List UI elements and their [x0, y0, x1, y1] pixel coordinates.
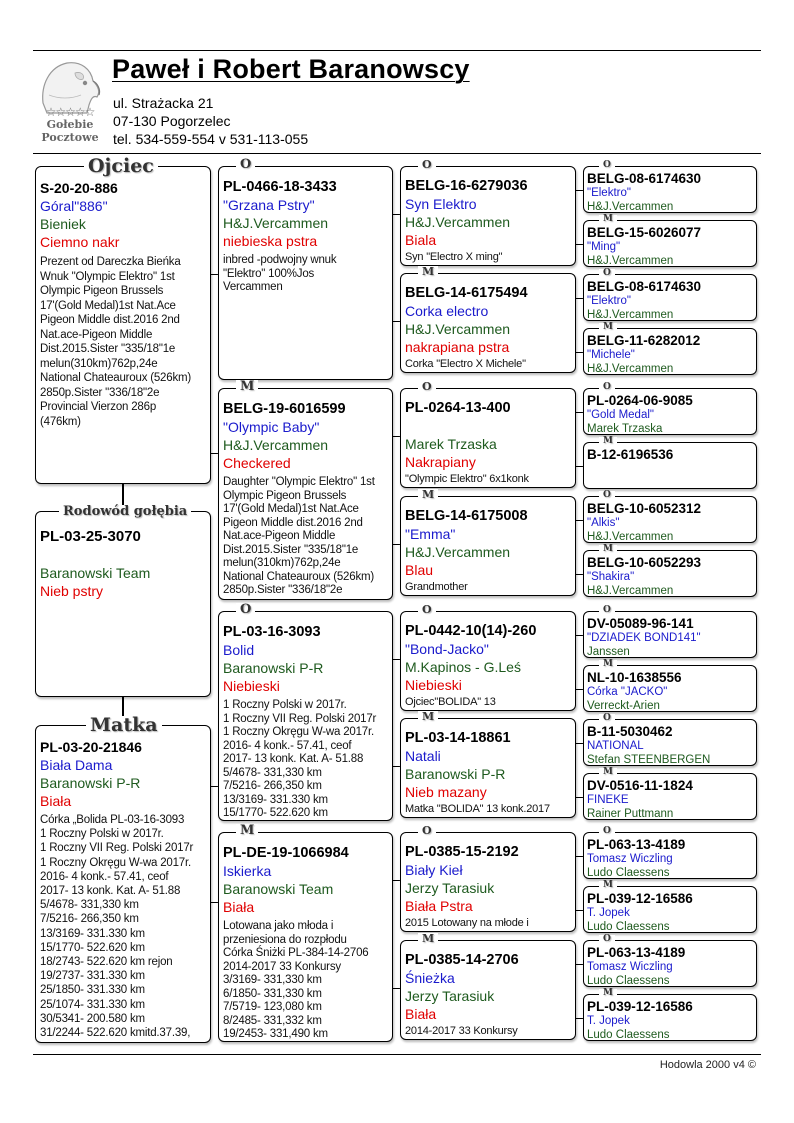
ring-number: PL-0385-15-2192: [405, 844, 519, 860]
pigeon-name: "Grzana Pstry": [223, 197, 315, 213]
breeder: H&J.Vercammen: [405, 544, 511, 560]
notes: Matka "BOLIDA" 13 konk.2017: [405, 803, 550, 815]
ring-number: BELG-10-6052293: [587, 555, 702, 570]
logo: [35, 55, 105, 147]
sire-label: O: [418, 604, 436, 615]
gen4-dam-card[interactable]: [583, 550, 757, 597]
connector: [576, 244, 583, 245]
pigeon-color: nakrapiana pstra: [405, 339, 510, 355]
dam-label: M: [418, 933, 438, 944]
sire-label: O: [599, 714, 615, 723]
dam-label: M: [599, 545, 617, 554]
breeder: H&J.Vercammen: [587, 585, 674, 597]
gen4-sire-card[interactable]: [583, 719, 757, 766]
breeder: Jerzy Tarasiuk: [405, 880, 495, 896]
breeder: Janssen: [587, 646, 630, 658]
connector: [576, 743, 583, 744]
connector: [393, 436, 400, 437]
ring-number: BELG-15-6026077: [587, 225, 702, 240]
header-rule: [33, 153, 761, 154]
gen4-dam-card[interactable]: [583, 886, 757, 933]
phone: tel. 534-559-554 v 531-113-055: [113, 131, 309, 147]
ring-number: NL-10-1638556: [587, 670, 682, 685]
sire-label: O: [599, 383, 615, 392]
ring-number: BELG-08-6174630: [587, 171, 702, 186]
connector: [576, 190, 583, 191]
breeder: Ludo Claessens: [587, 975, 670, 987]
pigeon-name: FINEKE: [587, 794, 629, 806]
pigeon-name: Biały Kieł: [405, 862, 463, 878]
notes: inbred -podwojny wnuk "Elektro" 100%Jos Vercammen: [223, 254, 337, 293]
great-granddam-card[interactable]: [400, 940, 576, 1040]
connector: [393, 659, 400, 660]
ring-number: PL-DE-19-1066984: [223, 845, 349, 861]
breeder: Marek Trzaska: [587, 423, 663, 435]
great-granddam-card[interactable]: [400, 273, 576, 373]
breeder: Baranowski Team: [40, 565, 151, 581]
connector: [576, 466, 583, 467]
breeder: Ludo Claessens: [587, 921, 670, 933]
mother-label: Matka: [86, 716, 162, 735]
pigeon-color: Niebieski: [405, 677, 462, 693]
dam-label: M: [599, 881, 617, 890]
pigeon-name: "Ming": [587, 241, 621, 253]
top-rule: [33, 50, 761, 51]
breeder: H&J.Vercammen: [587, 363, 674, 375]
ring-number: BELG-08-6174630: [587, 279, 702, 294]
connector: [211, 786, 218, 787]
ring-number: PL-0385-14-2706: [405, 952, 519, 968]
pigeon-name: Iskierka: [223, 863, 272, 879]
pigeon-name: "Shakira": [587, 571, 635, 583]
connector: [576, 797, 583, 798]
breeder: H&J.Vercammen: [223, 437, 329, 453]
notes: Ojciec"BOLIDA" 13: [405, 696, 496, 708]
footer-credit: Hodowla 2000 v4 ©: [659, 1059, 756, 1071]
pigeon-name: T. Jopek: [587, 907, 630, 919]
gen4-sire-card[interactable]: [583, 940, 757, 987]
grandsire-paternal-card[interactable]: [218, 166, 393, 380]
ring-number: PL-03-25-3070: [40, 528, 141, 545]
sire-label: O: [599, 827, 615, 836]
notes: Corka "Electro X Michele": [405, 358, 526, 370]
gen4-dam-card[interactable]: [583, 328, 757, 375]
pigeon-color: Nakrapiany: [405, 454, 476, 470]
subject-label: Rodowód gołębia: [59, 505, 191, 518]
gen4-dam-card[interactable]: [583, 442, 757, 489]
granddam-paternal-card[interactable]: [218, 388, 393, 600]
connector: [393, 544, 400, 545]
great-grandsire-card[interactable]: [400, 388, 576, 488]
ring-number: BELG-14-6175008: [405, 508, 528, 524]
mother-card[interactable]: [35, 725, 211, 1043]
pigeon-name: "Gold Medal": [587, 409, 654, 421]
breeder: Jerzy Tarasiuk: [405, 988, 495, 1004]
connector: [576, 689, 583, 690]
dam-label: M: [599, 437, 617, 446]
logo-text-2: Pocztowe: [41, 131, 99, 144]
dam-label: M: [236, 824, 258, 837]
sire-label: O: [599, 935, 615, 944]
pigeon-name: T. Jopek: [587, 1015, 630, 1027]
pigeon-name: Natali: [405, 748, 441, 764]
ring-number: PL-039-12-16586: [587, 891, 693, 906]
connector: [393, 214, 400, 215]
ring-number: B-11-5030462: [587, 724, 673, 739]
great-grandsire-card[interactable]: [400, 166, 576, 266]
great-grandsire-card[interactable]: [400, 832, 576, 932]
breeder: M.Kapinos - G.Leś: [405, 659, 521, 675]
connector: [576, 1018, 583, 1019]
ring-number: PL-063-13-4189: [587, 945, 686, 960]
ring-number: PL-03-16-3093: [223, 624, 321, 640]
sire-label: O: [418, 381, 436, 392]
notes: Daughter "Olympic Elektro" 1st Olympic Pigeon Brussels 17'(Gold Medal)1st Nat.Ace Pigeon Middle dist.2016 2nd Nat.ace-Pigeon Middle Dist.2015.Sister "335/18"1e melun(310km)762p,24e National Chateauroux (526km) 2850p.Sister "336/18"2e: [223, 476, 375, 596]
pigeon-name: Góral"886": [40, 198, 108, 214]
breeder: Rainer Puttmann: [587, 808, 674, 820]
connector: [393, 766, 400, 767]
breeder: Bieniek: [40, 216, 86, 232]
ring-number: B-12-6196536: [587, 447, 674, 462]
gen4-dam-card[interactable]: [583, 994, 757, 1041]
pigeon-name: [40, 546, 206, 564]
notes: Prezent od Dareczka Bieńka Wnuk "Olympic Elektro" 1st Olympic Pigeon Brussels 17'(Gold Medal)1st Nat.Ace Pigeon Middle dist.2016 2nd Nat.ace-Pigeon Middle Dist.2015.Sister "335/18"1e melun(310km)762p,24e National Chateauroux (526km) 2850p.Sister "336/18"2e Provincial Vierzon 286p (476km): [40, 256, 192, 428]
breeder: Baranowski P-R: [405, 766, 506, 782]
logo-stars: ☆☆☆☆☆: [45, 105, 95, 119]
notes: Lotowana jako młoda i przeniesiona do rozpłodu Córka Śniżki PL-384-14-2706 2014-2017 33 Konkursy 3/3169- 331,330 km 6/1850- 331,330 km 7/5719- 123,080 km 8/2485- 331,332 km 19/2453- 331,490 km: [223, 920, 369, 1040]
connector: [393, 321, 400, 322]
connector: [576, 856, 583, 857]
gen4-sire-card[interactable]: [583, 832, 757, 879]
sire-label: O: [418, 159, 436, 170]
pigeon-color: Checkered: [223, 455, 291, 471]
breeder: Baranowski P-R: [223, 660, 324, 676]
connector: [576, 635, 583, 636]
ring-number: PL-03-20-21846: [40, 739, 142, 755]
connector: [576, 298, 583, 299]
dam-label: M: [599, 768, 617, 777]
connector: [576, 964, 583, 965]
sire-label: O: [236, 603, 255, 616]
sire-label: O: [599, 491, 615, 500]
pigeon-name: "Bond-Jacko": [405, 641, 489, 657]
notes: 2015 Lotowany na młode i: [405, 917, 529, 929]
connector: [576, 412, 583, 413]
breeder: H&J.Vercammen: [405, 214, 511, 230]
pigeon-name: Śnieżka: [405, 970, 455, 986]
pigeon-color: Biała: [405, 1006, 437, 1022]
page-title: Paweł i Robert Baranowscy: [112, 54, 470, 84]
connector: [211, 902, 218, 903]
breeder: Ludo Claessens: [587, 1029, 670, 1041]
connector: [576, 352, 583, 353]
dam-label: M: [418, 489, 438, 500]
pigeon-name: "DZIADEK BOND141": [587, 632, 701, 644]
ring-number: BELG-14-6175494: [405, 285, 528, 301]
pigeon-name: NATIONAL: [587, 740, 644, 752]
gen4-dam-card[interactable]: [583, 665, 757, 712]
gen4-sire-card[interactable]: [583, 496, 757, 543]
ring-number: PL-0264-13-400: [405, 400, 511, 416]
pigeon-color: Biała Pstra: [405, 898, 473, 914]
breeder: H&J.Vercammen: [405, 321, 511, 337]
ring-number: DV-0516-11-1824: [587, 778, 693, 793]
notes: Córka „Bolida PL-03-16-3093 1 Roczny Polski w 2017r. 1 Roczny VII Reg. Polski 2017r 1 Roczny Okręgu W-wa 2017r. 2016- 4 konk.- 57.41, ceof 2017- 13 konk. Kat. A- 51.88 5/4678- 331,330 km 7/5216- 266,350 km 13/3169- 331.330 km 15/1770- 522.620 km 18/2743- 522.620 km rejon 19/2737- 331.330 km 25/1850- 331.330 km 25/1074- 331.330 km 30/5341- 200.580 km 31/2244- 522.620 kmitd.37.39,: [40, 814, 194, 1040]
ring-number: BELG-19-6016599: [223, 401, 346, 417]
subject-card[interactable]: [35, 511, 211, 697]
connector: [576, 910, 583, 911]
gen4-sire-card[interactable]: [583, 388, 757, 435]
pigeon-name: Tomasz Wiczling: [587, 961, 673, 973]
pigeon-color: Blau: [405, 562, 434, 578]
pigeon-color: Biała: [223, 899, 255, 915]
pigeon-color: Biala: [405, 232, 437, 248]
gen4-dam-card[interactable]: [583, 773, 757, 820]
pigeon-name: Tomasz Wiczling: [587, 853, 673, 865]
ring-number: BELG-11-6282012: [587, 333, 701, 348]
pigeon-color: Biała: [40, 793, 72, 809]
great-granddam-card[interactable]: [400, 718, 576, 818]
pigeon-name: "Elektro": [587, 187, 631, 199]
breeder: Verreckt-Arien: [587, 700, 660, 712]
pigeon-name: "Alkis": [587, 517, 620, 529]
ring-number: BELG-16-6279036: [405, 178, 528, 194]
notes: 2014-2017 33 Konkursy: [405, 1025, 518, 1037]
pigeon-name: Córka "JACKO": [587, 686, 668, 698]
granddam-maternal-card[interactable]: [218, 832, 393, 1042]
sire-label: O: [418, 825, 436, 836]
footer-rule: [33, 1054, 761, 1055]
sire-label: O: [599, 161, 615, 170]
sire-label: O: [599, 606, 615, 615]
gen4-sire-card[interactable]: [583, 611, 757, 658]
breeder: H&J.Vercammen: [223, 215, 329, 231]
pigeon-name: Bolid: [223, 642, 255, 658]
pigeon-name: Syn Elektro: [405, 196, 477, 212]
dam-label: M: [599, 323, 617, 332]
breeder: Baranowski Team: [223, 881, 334, 897]
address-street: ul. Strażacka 21: [113, 95, 214, 111]
ring-number: PL-0442-10(14)-260: [405, 623, 537, 639]
ring-number: S-20-20-886: [40, 180, 118, 196]
great-grandsire-card[interactable]: [400, 611, 576, 711]
notes: 1 Roczny Polski w 2017r. 1 Roczny VII Reg. Polski 2017r 1 Roczny Okręgu W-wa 2017r. 2016- 4 konk.- 57.41, ceof 2017- 13 konk. Kat. A- 51.88 5/4678- 331,330 km 7/5216- 266,350 km 13/3169- 331.330 km 15/1770- 522.620 km: [223, 699, 377, 819]
connector: [393, 880, 400, 881]
pigeon-color: niebieska pstra: [223, 233, 318, 249]
great-granddam-card[interactable]: [400, 496, 576, 596]
breeder: H&J.Vercammen: [587, 255, 674, 267]
pigeon-name: Corka electro: [405, 303, 489, 319]
dam-label: M: [599, 660, 617, 669]
breeder: Marek Trzaska: [405, 436, 497, 452]
pigeon-color: Nieb mazany: [405, 784, 487, 800]
father-label: Ojciec: [84, 157, 158, 176]
sire-label: O: [599, 269, 615, 278]
pigeon-name: "Michele": [587, 349, 635, 361]
dam-label: M: [599, 215, 617, 224]
breeder: H&J.Vercammen: [587, 309, 674, 321]
logo-text-1: Gołebie: [46, 118, 94, 131]
ring-number: PL-0264-06-9085: [587, 393, 693, 408]
ring-number: PL-0466-18-3433: [223, 179, 337, 195]
notes: Grandmother: [405, 581, 468, 593]
dam-label: M: [418, 711, 438, 722]
breeder: Baranowski P-R: [40, 775, 141, 791]
connector: [211, 274, 218, 275]
ring-number: PL-039-12-16586: [587, 999, 693, 1014]
gen4-sire-card[interactable]: [583, 274, 757, 321]
pigeon-name: "Emma": [405, 526, 456, 542]
ring-number: BELG-10-6052312: [587, 501, 702, 516]
ring-number: DV-05089-96-141: [587, 616, 694, 631]
connector: [576, 574, 583, 575]
pigeon-name: "Elektro": [587, 295, 631, 307]
pigeon-name: [405, 417, 571, 435]
breeder: Stefan STEENBERGEN: [587, 754, 711, 766]
pigeon-color: Niebieski: [223, 678, 280, 694]
dam-label: M: [418, 266, 438, 277]
gen4-dam-card[interactable]: [583, 220, 757, 267]
pigeon-name: "Olympic Baby": [223, 419, 320, 435]
pigeon-color: Ciemno nakr: [40, 234, 120, 250]
address-city: 07-130 Pogorzelec: [113, 113, 231, 129]
breeder: H&J.Vercammen: [587, 531, 674, 543]
connector: [211, 453, 218, 454]
father-card[interactable]: [35, 166, 211, 484]
notes: Syn "Electro X ming": [405, 251, 503, 263]
dam-label: M: [236, 380, 258, 393]
dam-label: M: [599, 989, 617, 998]
connector: [576, 520, 583, 521]
breeder: Ludo Claessens: [587, 867, 670, 879]
grandsire-maternal-card[interactable]: [218, 611, 393, 821]
connector: [393, 988, 400, 989]
pigeon-color: Nieb pstry: [40, 583, 104, 599]
gen4-sire-card[interactable]: [583, 166, 757, 213]
ring-number: PL-03-14-18861: [405, 730, 511, 746]
breeder: H&J.Vercammen: [587, 201, 674, 213]
pigeon-name: Biała Dama: [40, 757, 113, 773]
sire-label: O: [236, 158, 255, 171]
notes: "Olympic Elektro" 6x1konk: [405, 473, 529, 485]
ring-number: PL-063-13-4189: [587, 837, 686, 852]
